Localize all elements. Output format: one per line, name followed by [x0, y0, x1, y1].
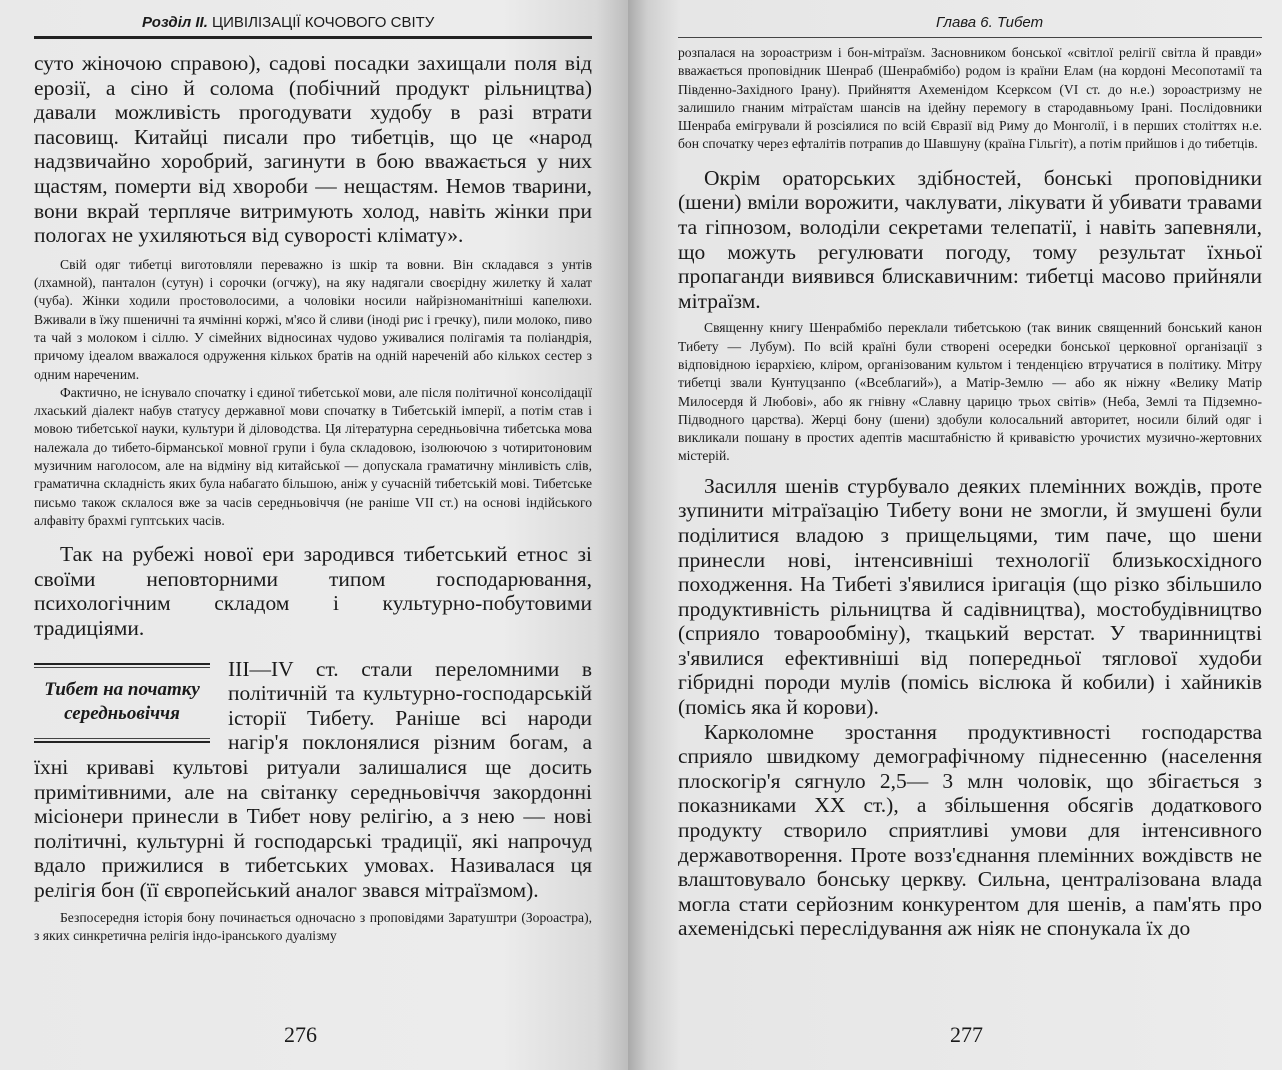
- running-head-title: ЦИВІЛІЗАЦІЇ КОЧОВОГО СВІТУ: [212, 14, 435, 31]
- body-paragraph-shens: Засилля шенів стурбувало деяких племінних вождів, проте зупинити мітраїзацію Тибету вони не змогли, й змушені були поділитися владою з прищельцями, тим паче, що шени принесли нові, інтенсивніші технології близькосхідного походження. На Тибеті з'явилися іригація (що різко збільшило продуктивність рільництва й садівництва), мостобудівництво (сприяло товарообміну), ткацький верстат. У тваринництві з'явилися ефективніші від попередньої тяглової худоби гібридні породи мулів (помісь віслюка й кобили) і хайників (помісь яка й корови).: [678, 473, 1262, 720]
- small-paragraph-top: розпалася на зороастризм і бон-мітраїзм. Засновником бонської «світлої релігії світла й правди» вважається проповідник Шенраб (Шенрабмібо) родом із країни Елам (на кордоні Месопотамії та Південно-Західного Ірану). Прийняття Ахеменідом Ксерксом (VI ст. до н.е.) зороастризму не залишило гнаним мітраїстам шансів на ідейну перемогу в стародавньому Ірані. Послідовники Шенраба емігрували й розсіялися по всій Євразії від Риму до Монголії, і в перших століттях н.е. бон спочатку через ефталітів потрапив до Шавшуну (країна Гільгіт), а потім прийшов і до тибетців.: [678, 45, 1262, 152]
- body-paragraph-growth: Карколомне зростання продуктивності господарства сприяло швидкому демографічному піднесенню (населення плоскогір'я сягнуло 2,5— 3 млн чоловік, що збігається з показниками XX ст.), а збільшення обсягів додаткового продукту створило сприятливі умови для інтенсивного державотворення. Проте возз'єднання племінних вождівств не влаштовувало бонську церкву. Сильна, централізована влада могла стати серйозним конкурентом для шенів, а пам'ять про ахеменідські переслідування аж ніяк не спонукала їх до: [678, 719, 1262, 941]
- running-head-section: Розділ II.: [142, 14, 208, 31]
- right-running-head: Глава 6. Тибет: [936, 14, 1044, 31]
- header-rule: [678, 37, 1262, 38]
- small-paragraph: Фактично, не існувало спочатку і єдиної тибетської мови, але після політичної консолідації лхаський діалект набув статусу державної мови спочатку в Тибетській імперії, а потім став і мовою тибетської науки, культури й діловодства. Ця літературна середньовічна тибетська мова належала до тибето-бірманської мовної групи і була складовою, ізолюючою з чотиритоновим музичним наголосом, але на відміну від китайської — допускала граматичну мінливість слів, граматична складність яких була набагато більшою, аніж у сучасній тибетській мові. Тибетське письмо також склалося вже за часів середньовіччя (не раніше VII ст.) на основі індійського алфавіту брахмі гуптських часів.: [34, 384, 592, 528]
- footnote-text: Безпосередня історія бону починається одночасно з проповідями Заратуштри (Зороастра), з яких синкретична релігія індо-іранського дуалізму: [34, 909, 592, 943]
- body-paragraph-ethnos: Так на рубежі нової ери зародився тибетський етнос зі своїми неповторними типом господарювання, психологічним складом і культурно-побутовими традиціями.: [34, 542, 592, 640]
- left-page: [0, 0, 628, 1070]
- sidebar-heading: Тибет на початку середньовіччя: [44, 678, 200, 724]
- right-page: [628, 0, 1282, 1070]
- small-paragraph: Свій одяг тибетці виготовляли переважно із шкір та вовни. Він складався з унтів (лхамной), панталон (сутун) і сорочки (огчжу), на яку надягали своєрідну жилетку й халат (чуба). Жінки ходили простоволосими, а чоловіки носили найрізноманітніші капелюхи. Вживали в їжу пшеничні та ячмінні коржі, м'ясо й сливи (іноді рис і гречку), пили молоко, пиво та чай з молоком і сіллю. У сімейних відносинах чудово уживалися полігамія та поліандрія, причому ідеалом вважалося одруження кількох братів на одній нареченій або кількох сестер з одним нареченим.: [34, 256, 592, 382]
- page-number-left: 276: [284, 1022, 317, 1047]
- small-paragraph-book: Священну книгу Шенрабмібо переклали тибетською (так виник священний бонський канон Тибету — Лубум). По всій країні були створені осередки бонської церковної організації з відповідною ієрархією, кліром, організованим культом і тенденцією втручатися в політику. Мітру тибетці звали Кунтуцзанпо («Всеблагий»), а Матір-Землю — або як ніжну «Велику Матір Милосердя й Любові», або як гнівну «Славну царицю трьох світів» (Неба, Землі та Підземно-Підводного царства). Жерці бону (шени) здобули колосальний авторитет, носили білий одяг і викликали пошану в простих адептів масштабністю й кривавістю урочистих музично-жертовних містерій.: [678, 320, 1262, 464]
- left-running-head: [34, 0, 592, 34]
- header-rule: [34, 36, 592, 39]
- page-number-right: 277: [950, 1022, 983, 1047]
- section-block: [34, 657, 592, 903]
- section-sidebar: [34, 663, 210, 743]
- body-paragraph: суто жіночою справою), садові посадки захищали поля від ерозії, а сіно й солома (побічний продукт рільництва) давали можливість прогодувати худобу в разі втрати пасовищ. Китайці писали про тибетців, що це «народ надзвичайно хоробрий, загинути в бою вважається у них щастям, померти від хвороби — нещастям. Немов тварини, вони вкрай терпляче витримують холод, навіть жінки при пологах не ухиляються від суворості клімату».: [34, 51, 592, 248]
- section-text: III—IV ст. стали переломними в політичній та культурно-господарській історії Тибету. Раніше всі народи нагір'я поклонялися різним богам, а їхні криваві культові ритуали залишалися ще досить примітивними, але на світанку середньовіччя закордонні місіонери принесли в Тибет нову релігію, а з нею — нові політичні, культурні й господарські традиції, які напрочуд вдало прижилися в тибетських умовах. Називалася ця релігія бон (її європейський аналог звався мітраїзмом).: [34, 656, 592, 902]
- body-paragraph-orators: Окрім ораторських здібностей, бонські проповідники (шени) вміли ворожити, чаклувати, лікувати й убивати травами та гіпнозом, володіли секретами телепатії, і навіть запевняли, що можуть регулювати погоду, тому результат їхньої пропаганди виявився блискавичним: тибетці масово прийняли мітраїзм.: [678, 165, 1262, 313]
